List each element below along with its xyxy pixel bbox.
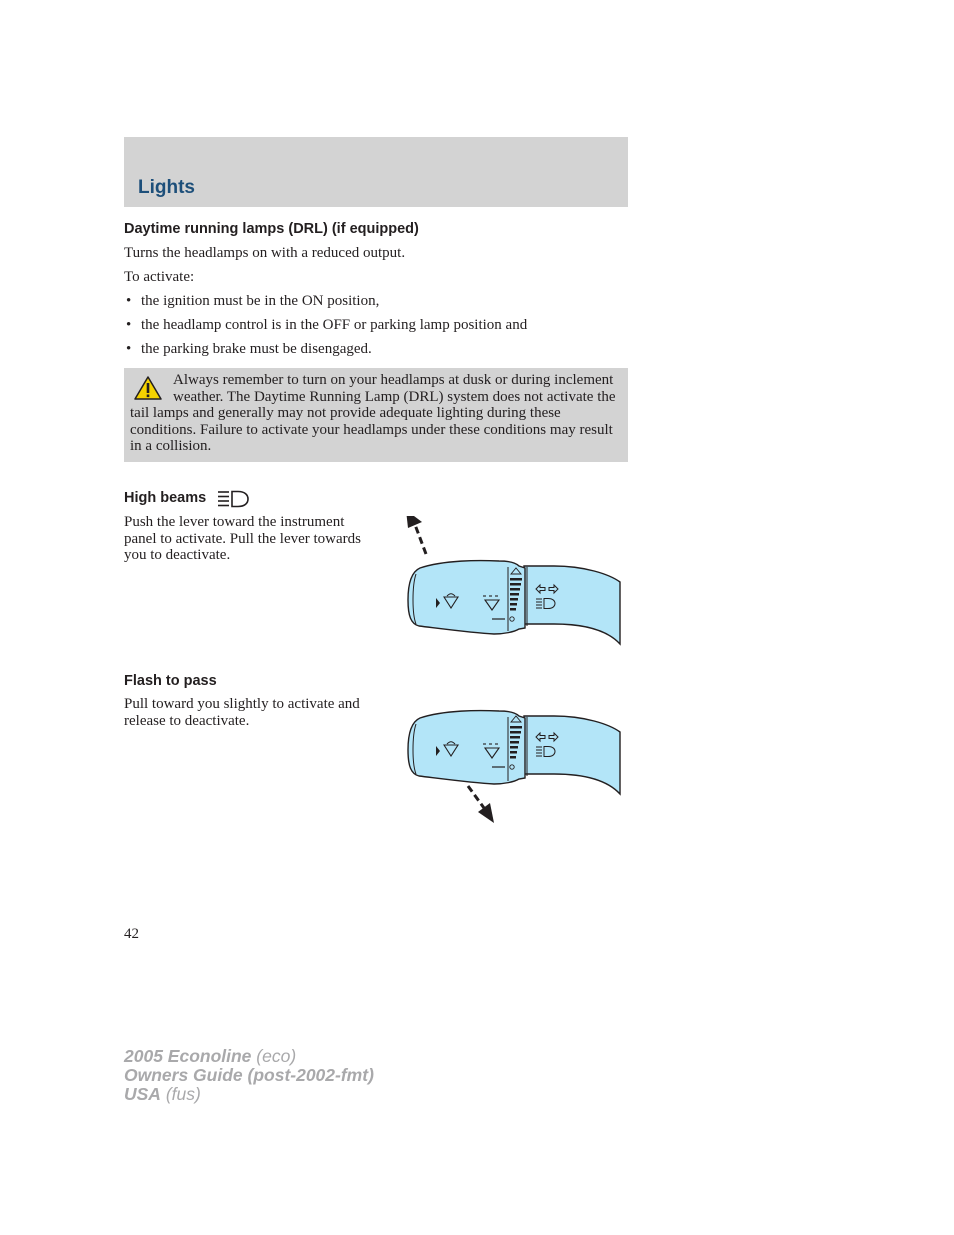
- footer-line-3: USA (fus): [124, 1084, 201, 1104]
- high-beams-text: Push the lever toward the instrument panel to activate. Pull the lever towards you to deactivate.: [124, 514, 362, 564]
- high-beams-heading: High beams: [124, 490, 207, 506]
- lever-body: [408, 561, 525, 634]
- list-item: • the headlamp control is in the OFF or parking lamp position and: [124, 317, 527, 341]
- push-direction-arrow: [414, 522, 426, 554]
- flash-to-pass-text: Pull toward you slightly to activate and release to deactivate.: [124, 696, 360, 729]
- high-beams-lever-illustration: [404, 516, 624, 651]
- drl-conditions-list: [124, 293, 527, 365]
- drl-activate-label: To activate:: [124, 269, 195, 285]
- warning-text: Always remember to turn on your headlamps at dusk or during inclement weather. The Daytime Running Lamp (DRL) system does not activate the tail lamps and generally may not provide adequate lighting during these conditions. Failure to activate your headlamps under these conditions may result in a collision.: [130, 372, 616, 455]
- drl-heading: Daytime running lamps (DRL) (if equipped): [124, 221, 419, 237]
- section-title: Lights: [138, 177, 195, 198]
- list-item: • the ignition must be in the ON position,: [124, 293, 527, 317]
- arrow-head-icon: [406, 516, 422, 528]
- lever-body: [408, 711, 525, 784]
- flash-to-pass-lever-illustration: [404, 700, 624, 825]
- high-beam-icon: [217, 490, 249, 508]
- footer-line-2: Owners Guide (post-2002-fmt): [124, 1065, 374, 1085]
- footer-line-1: 2005 Econoline (eco): [124, 1046, 297, 1066]
- arrow-head-icon: [478, 803, 494, 823]
- page-number: 42: [124, 926, 139, 942]
- pull-direction-arrow: [468, 786, 484, 808]
- section-banner: [124, 137, 628, 207]
- flash-to-pass-heading: Flash to pass: [124, 673, 217, 689]
- warning-box: [124, 368, 628, 462]
- drl-intro: Turns the headlamps on with a reduced output.: [124, 245, 406, 261]
- list-item: • the parking brake must be disengaged.: [124, 341, 527, 365]
- footer: [124, 1047, 374, 1104]
